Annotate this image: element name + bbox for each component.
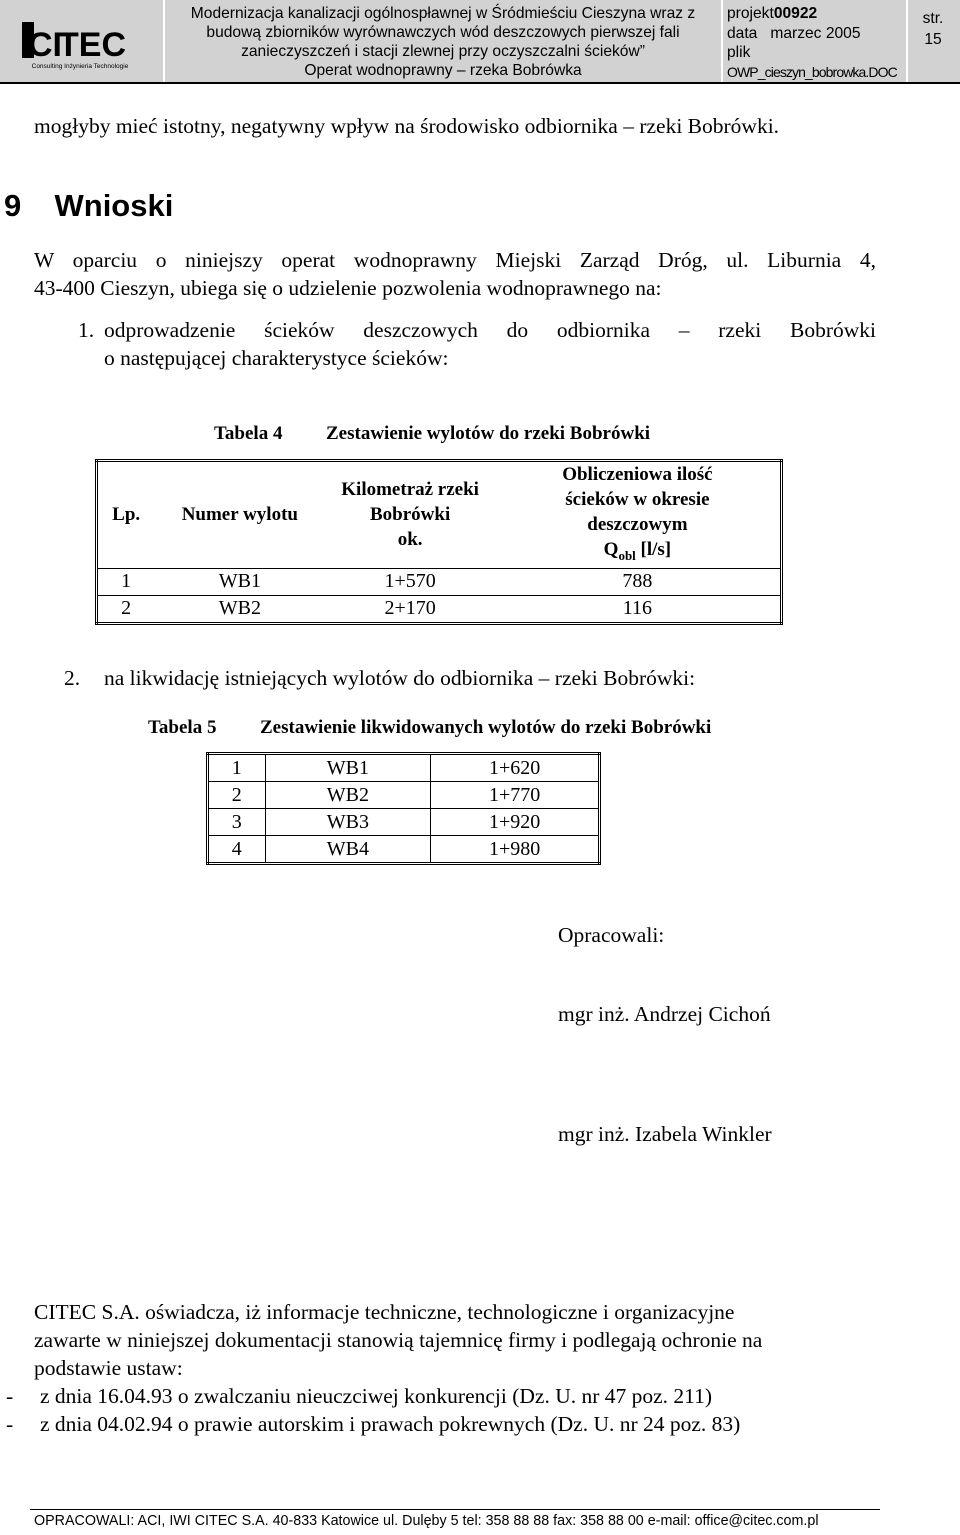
list-number: 2. <box>64 666 81 690</box>
cell-kilometer: 1+920 <box>431 809 600 836</box>
table-row <box>97 568 782 595</box>
prepared-by-label: Opracowali: <box>558 923 665 947</box>
flow-subscript: obl <box>618 547 636 563</box>
list-item-text: na likwidację istniejących wylotów do odbiornika – rzeki Bobrówki: <box>104 666 696 690</box>
col-header-flow <box>495 461 782 569</box>
header-text: ok. <box>397 529 423 551</box>
section-title: Wnioski <box>54 188 174 223</box>
flow-symbol: Q <box>603 539 619 560</box>
date-label: data <box>727 24 758 42</box>
project-label: projekt <box>727 5 774 22</box>
page-label: str. <box>922 10 944 27</box>
cell-lp: 1 <box>97 568 155 595</box>
page-header <box>0 0 960 84</box>
confidentiality-line: zawarte w niniejszej dokumentacji stanowią tajemnicę firmy i podlegają ochronie na <box>34 1328 763 1352</box>
header-divider <box>721 0 723 82</box>
header-title <box>168 4 718 80</box>
table-caption-title: Zestawienie likwidowanych wylotów do rzeki Bobrówki <box>260 717 712 738</box>
page-number: 15 <box>924 31 942 48</box>
header-title-line: Operat wodnoprawny – rzeka Bobrówka <box>304 62 582 79</box>
footer-rule <box>30 1509 880 1510</box>
cell-number: WB2 <box>154 595 325 623</box>
header-title-line: Modernizacja kanalizacji ogólnospławnej w Śródmieściu Cieszyna wraz z <box>190 5 696 22</box>
paragraph-line: 43-400 Cieszyn, ubiega się o udzielenie pozwolenia wodnoprawnego na: <box>34 276 662 300</box>
file-label: plik <box>727 44 751 61</box>
page-footer: OPRACOWALI: ACI, IWI CITEC S.A. 40-833 Katowice ul. Dulęby 5 tel: 358 88 88 fax: 358 88 00 e-mail: office@citec.com.pl <box>34 1513 819 1529</box>
cell-number: WB3 <box>265 809 431 836</box>
company-logo <box>0 0 163 82</box>
flow-unit: [l/s] <box>640 539 672 560</box>
project-row <box>727 4 907 24</box>
cell-kilometer: 2+170 <box>325 595 494 623</box>
bullet-text: z dnia 16.04.93 o zwalczaniu nieuczciwej konkurencji (Dz. U. nr 47 poz. 211) <box>40 1384 713 1408</box>
cell-lp: 4 <box>208 836 266 864</box>
header-text: Obliczeniowa ilość <box>562 464 713 485</box>
outlets-table <box>95 459 783 625</box>
cell-number: WB1 <box>154 568 325 595</box>
author-name: mgr inż. Izabela Winkler <box>558 1122 772 1146</box>
header-text: Bobrówki <box>369 504 451 526</box>
bullet-dash: - <box>6 1384 14 1408</box>
cell-kilometer: 1+620 <box>431 754 600 782</box>
header-meta <box>727 4 907 82</box>
cell-lp: 1 <box>208 754 266 782</box>
header-text: ścieków w okresie <box>565 489 710 510</box>
table-caption-label: Tabela 5 <box>148 717 217 738</box>
cell-kilometer: 1+770 <box>431 782 600 809</box>
svg-text:CI: CI <box>28 26 62 64</box>
header-text: deszczowym <box>587 514 688 535</box>
svg-text:TEC: TEC <box>58 26 126 64</box>
section-number: 9 <box>4 188 22 223</box>
header-text <box>495 537 780 568</box>
cell-lp: 2 <box>208 782 266 809</box>
section-heading <box>4 188 173 224</box>
list-item-text: odprowadzenie ścieków deszczowych do odbiornika – rzeki Bobrówki <box>104 318 876 342</box>
table-row <box>208 754 600 782</box>
list-item-text: o następującej charakterystyce ścieków: <box>104 346 449 370</box>
file-row <box>727 43 907 63</box>
cell-flow: 116 <box>495 595 782 623</box>
list-number: 1. <box>78 318 95 342</box>
bullet-dash: - <box>6 1412 14 1436</box>
date-row <box>727 24 907 44</box>
file-value: OWP_cieszyn_bobrowka.DOC <box>727 63 897 80</box>
header-text: Kilometraż rzeki <box>341 479 479 501</box>
page-number-box <box>912 8 954 50</box>
logo-tagline: Consulting Inżynieria Technologie <box>31 63 129 70</box>
project-value: 00922 <box>773 5 818 22</box>
cell-number: WB1 <box>265 754 431 782</box>
cell-number: WB2 <box>265 782 431 809</box>
header-title-line: zanieczyszczeń i stacji zlewnej przy oczyszczalni ścieków” <box>241 43 645 60</box>
paragraph-line: W oparciu o niniejszy operat wodnoprawny Miejski Zarząd Dróg, ul. Liburnia 4, <box>34 248 876 272</box>
confidentiality-line: CITEC S.A. oświadcza, iż informacje techniczne, technologiczne i organizacyjne <box>34 1300 735 1324</box>
header-divider <box>163 0 165 82</box>
removed-outlets-table <box>206 752 601 865</box>
cell-number: WB4 <box>265 836 431 864</box>
table-row <box>208 809 600 836</box>
table-caption-label: Tabela 4 <box>214 423 283 444</box>
cell-flow: 788 <box>495 568 782 595</box>
cell-kilometer: 1+570 <box>325 568 494 595</box>
table-row <box>97 595 782 623</box>
cell-kilometer: 1+980 <box>431 836 600 864</box>
table-caption-title: Zestawienie wylotów do rzeki Bobrówki <box>326 423 651 444</box>
table-row <box>208 836 600 864</box>
header-title-line: budową zbiorników wyrównawczych wód deszczowych pierwszej fali <box>206 24 680 41</box>
col-header-number: Numer wylotu <box>181 504 298 526</box>
col-header-lp: Lp. <box>112 504 141 526</box>
cell-lp: 3 <box>208 809 266 836</box>
header-rule <box>0 82 960 84</box>
table-row <box>208 782 600 809</box>
intro-text: mogłyby mieć istotny, negatywny wpływ na środowisko odbiornika – rzeki Bobrówki. <box>34 114 780 138</box>
table-header-row <box>97 461 782 569</box>
bullet-text: z dnia 04.02.94 o prawie autorskim i prawach pokrewnych (Dz. U. nr 24 poz. 83) <box>40 1412 741 1436</box>
confidentiality-line: podstawie ustaw: <box>34 1356 183 1380</box>
date-value: marzec 2005 <box>770 24 861 42</box>
author-name: mgr inż. Andrzej Cichoń <box>558 1002 771 1026</box>
col-header-kilometer <box>325 461 494 569</box>
cell-lp: 2 <box>97 595 155 623</box>
